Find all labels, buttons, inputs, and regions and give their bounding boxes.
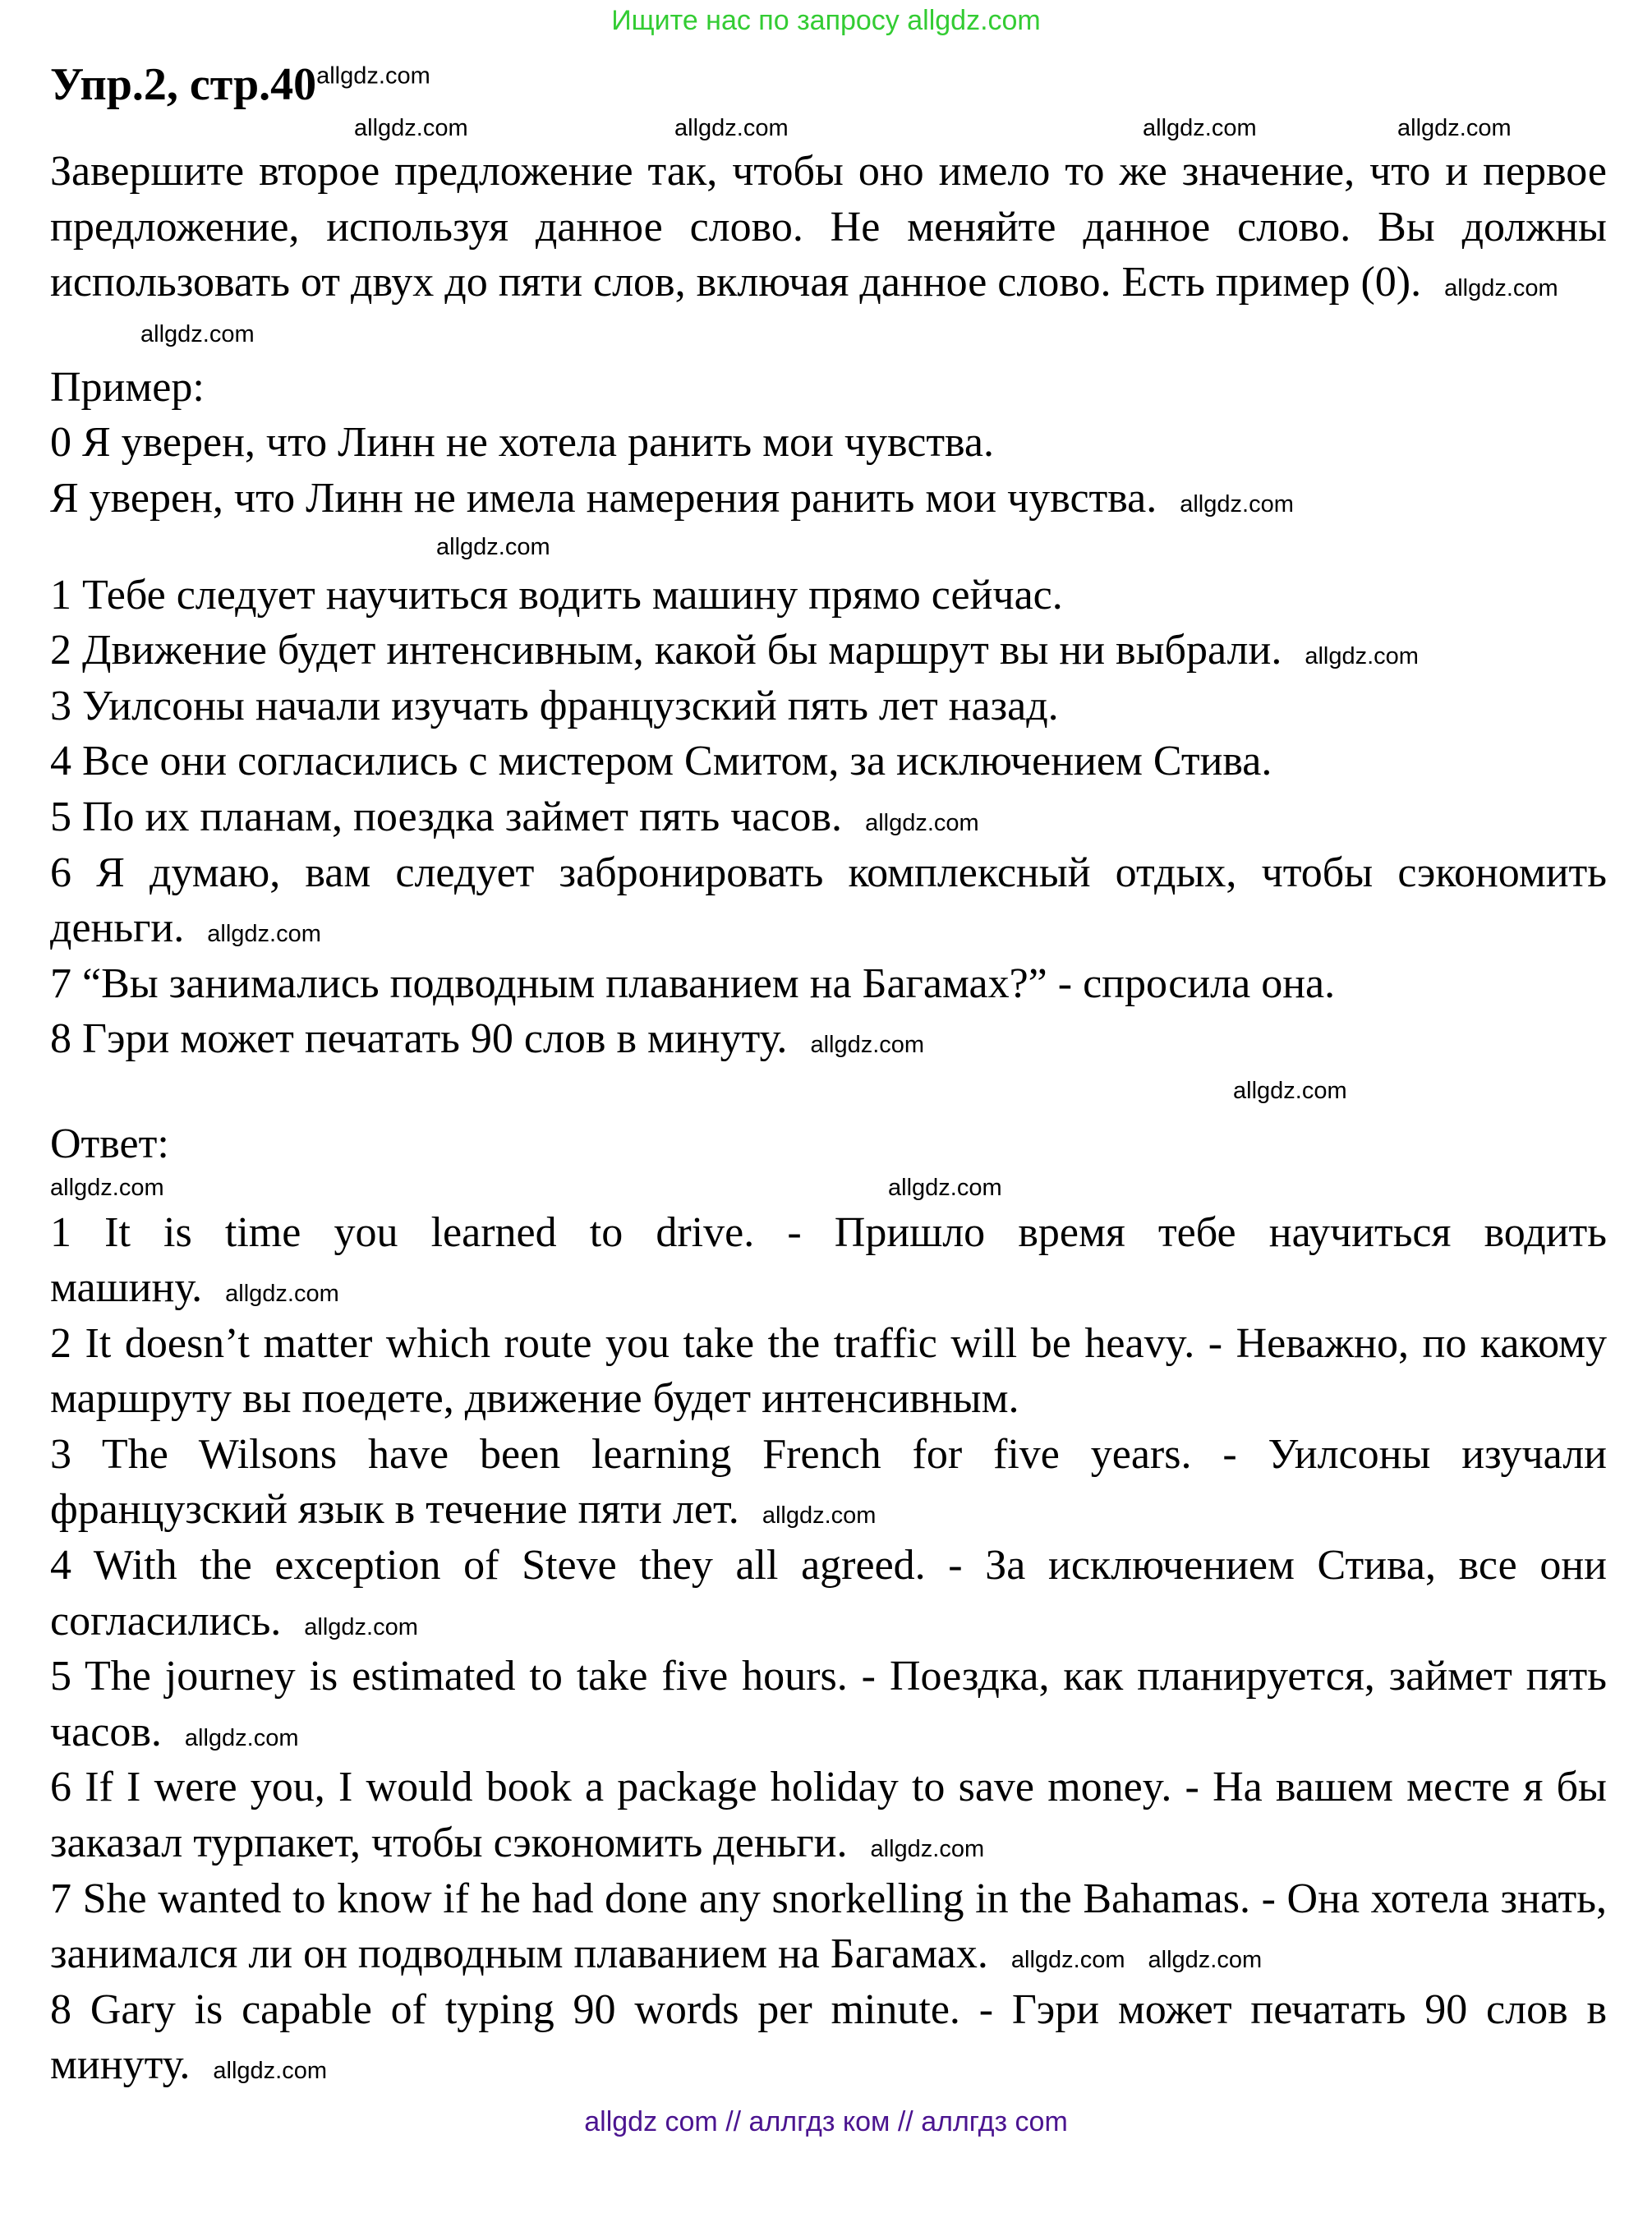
task-item: 8 Гэри может печатать 90 слов в минуту. — [50, 1015, 788, 1063]
page-title: Упр.2, стр.40 — [50, 59, 317, 110]
watermark: allgdz.com — [810, 1032, 925, 1059]
watermark: allgdz.com — [50, 1174, 164, 1201]
watermark: allgdz.com — [762, 1502, 877, 1530]
example-line: Я уверен, что Линн не имела намерения ранить мои чувства. — [50, 474, 1157, 522]
answer-item-wrap — [50, 1427, 1607, 1538]
watermark: allgdz.com — [1010, 1947, 1125, 1974]
answer-item-wrap — [50, 1205, 1607, 1316]
instruction — [50, 144, 1607, 311]
answer-item-wrap — [50, 1760, 1607, 1870]
answer-item-wrap — [50, 1871, 1607, 1982]
watermark: allgdz.com — [1444, 275, 1558, 302]
watermark: allgdz.com — [870, 1836, 985, 1863]
watermark: allgdz.com — [1305, 643, 1419, 670]
answer-item: 3 The Wilsons have been learning French for five years. - Уилсоны изучали французский язык в течение пяти лет. — [50, 1430, 1607, 1534]
task-item: 6 Я думаю, вам следует забронировать комплексный отдых, чтобы сэкономить деньги. — [50, 849, 1607, 952]
watermark: allgdz.com — [225, 1281, 339, 1308]
example-section — [50, 360, 1607, 527]
watermark: allgdz.com — [184, 1724, 299, 1751]
watermark-row — [50, 113, 1607, 144]
task-item: 1 Тебе следует научиться водить машину прямо сейчас. — [50, 571, 1063, 619]
task-item: 3 Уилсоны начали изучать французский пять лет назад. — [50, 682, 1059, 729]
watermark-row — [50, 1172, 1607, 1205]
answer-list — [50, 1205, 1607, 2094]
answer-item: 2 It doesn’t matter which route you take the traffic will be heavy. - Неважно, по какому маршруту вы поедете, движение будет интенсивным. — [50, 1319, 1607, 1423]
watermark: allgdz.com — [140, 320, 255, 347]
watermark: allgdz.com — [1143, 115, 1257, 141]
answer-item: 8 Gary is capable of typing 90 words per minute. - Гэри может печатать 90 слов в минуту. — [50, 1985, 1607, 2089]
answer-item: 4 With the exception of Steve they all agreed. - За исключением Стива, все они согласились. — [50, 1542, 1607, 1645]
watermark: allgdz.com — [207, 921, 321, 948]
answer-item: 6 If I were you, I would book a package holiday to save money. - На вашем месте я бы заказал турпакет, чтобы сэкономить деньги. — [50, 1764, 1607, 1867]
watermark: allgdz.com — [213, 2058, 328, 2085]
task-item: 2 Движение будет интенсивным, какой бы маршрут вы ни выбрали. — [50, 627, 1282, 674]
example-line: 0 Я уверен, что Линн не хотела ранить мои чувства. — [50, 419, 995, 467]
watermark: allgdz.com — [304, 1613, 418, 1640]
answer-label: Ответ: — [50, 1120, 169, 1167]
watermark: allgdz.com — [674, 115, 789, 141]
instruction-text: Завершите второе предложение так, чтобы оно имело то же значение, что и первое предложение, используя данное слово. Не меняйте данное слово. Вы должны использовать от двух до пяти слов, включая данное слово. Есть пример (0). — [50, 148, 1607, 306]
top-banner: Ищите нас по запросу allgdz.com — [611, 5, 1041, 36]
watermark: allgdz.com — [865, 809, 979, 836]
task-item-wrap — [50, 623, 1607, 679]
task-list — [50, 568, 1607, 1067]
answer-item-wrap — [50, 1649, 1607, 1760]
task-item-wrap — [50, 1011, 1607, 1067]
watermark: allgdz.com — [316, 62, 430, 90]
watermark: allgdz.com — [888, 1174, 1002, 1201]
example-label: Пример: — [50, 363, 205, 411]
task-item-wrap — [50, 845, 1607, 956]
watermark-row — [50, 311, 1607, 360]
example-line-wrap — [50, 471, 1607, 527]
answer-item-wrap — [50, 1538, 1607, 1649]
watermark: allgdz.com — [1397, 115, 1512, 141]
answer-item: 1 It is time you learned to drive. - Пришло время тебе научиться водить машину. — [50, 1208, 1607, 1312]
watermark: allgdz.com — [354, 115, 468, 141]
watermark: allgdz.com — [1180, 490, 1294, 518]
answer-item: 7 She wanted to know if he had done any snorkelling in the Bahamas. - Она хотела знать, занимался ли он подводным плаванием на Багамах. — [50, 1875, 1607, 1978]
watermark: allgdz.com — [1233, 1077, 1347, 1104]
instruction-paragraph — [50, 144, 1607, 311]
bottom-banner: allgdz com // аллгдз ком // аллгдз com — [584, 2106, 1068, 2137]
task-item: 7 “Вы занимались подводным плаванием на Багамах?” - спросила она. — [50, 959, 1336, 1007]
watermark-row — [50, 1067, 1607, 1116]
answer-item-wrap — [50, 1982, 1607, 2093]
page-title-line — [50, 58, 1607, 113]
watermark-row — [50, 527, 1607, 568]
document-body — [50, 58, 1607, 2093]
answer-item: 5 The journey is estimated to take five hours. - Поездка, как планируется, займет пять часов. — [50, 1653, 1607, 1755]
watermark: allgdz.com — [436, 533, 550, 560]
task-item: 4 Все они согласились с мистером Смитом, за исключением Стива. — [50, 738, 1272, 785]
watermark: allgdz.com — [1148, 1947, 1263, 1974]
task-item-wrap — [50, 789, 1607, 845]
task-item: 5 По их планам, поездка займет пять часов. — [50, 793, 843, 840]
